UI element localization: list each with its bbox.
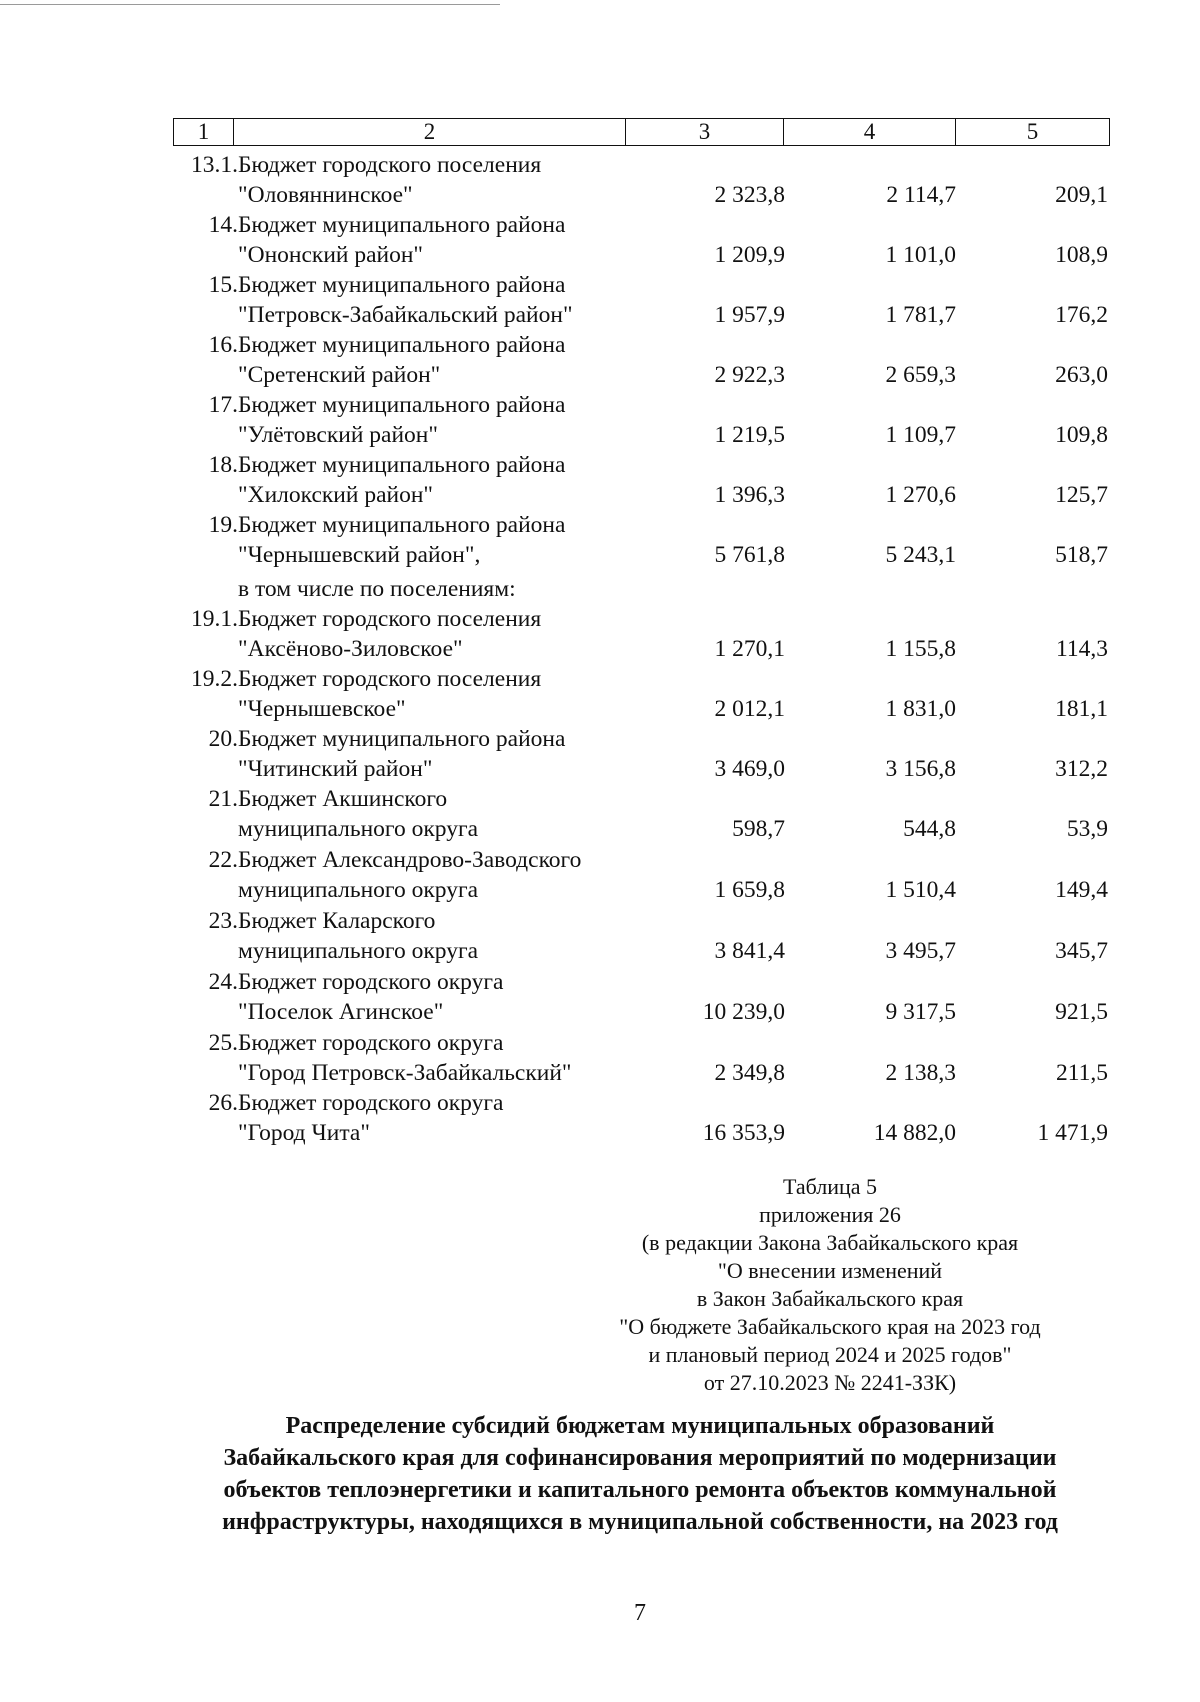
row-value-col3: 2 012,1 bbox=[714, 696, 785, 722]
row-number: 25. bbox=[208, 1030, 238, 1056]
row-name-line1: Бюджет муниципального района bbox=[238, 392, 566, 418]
row-value-col4: 14 882,0 bbox=[873, 1120, 956, 1146]
row-value-col4: 1 155,8 bbox=[885, 636, 956, 662]
row-name-line1: Бюджет муниципального района bbox=[238, 452, 566, 478]
section-title bbox=[150, 1410, 1130, 1538]
row-name-line1: Бюджет муниципального района bbox=[238, 512, 566, 538]
title-line: Распределение субсидий бюджетам муниципальных образований bbox=[285, 1413, 995, 1439]
row-number: 19. bbox=[208, 512, 238, 538]
header-col-5: 5 bbox=[956, 119, 1110, 146]
table-reference-note bbox=[560, 1173, 1100, 1397]
row-number: 21. bbox=[208, 786, 238, 812]
row-value-col4: 1 109,7 bbox=[885, 422, 956, 448]
row-number: 19.1. bbox=[191, 606, 238, 632]
row-value-col3: 1 659,8 bbox=[714, 877, 785, 903]
row-name-line2: муниципального округа bbox=[238, 877, 479, 903]
title-line: объектов теплоэнергетики и капитального ремонта объектов коммунальной bbox=[223, 1477, 1057, 1503]
row-name-line1: Бюджет городского округа bbox=[238, 969, 504, 995]
row-name-line2: муниципального округа bbox=[238, 938, 479, 964]
row-value-col5: 53,9 bbox=[1066, 816, 1108, 842]
row-value-col3: 3 469,0 bbox=[714, 756, 785, 782]
page-number: 7 bbox=[634, 1600, 646, 1626]
row-number: 14. bbox=[208, 212, 238, 238]
row-value-col5: 209,1 bbox=[1055, 182, 1108, 208]
header-row bbox=[174, 119, 1110, 146]
row-name-line2: "Читинский район" bbox=[238, 756, 433, 782]
title-line: инфраструктуры, находящихся в муниципальной собственности, на 2023 год bbox=[222, 1509, 1058, 1535]
row-value-col3: 16 353,9 bbox=[702, 1120, 785, 1146]
row-value-col4: 1 270,6 bbox=[885, 482, 956, 508]
row-value-col5: 108,9 bbox=[1055, 242, 1108, 268]
row-name-line2: "Аксёново-Зиловское" bbox=[238, 636, 463, 662]
row-value-col3: 598,7 bbox=[732, 816, 785, 842]
row-value-col4: 1 781,7 bbox=[885, 302, 956, 328]
note-line: и плановый период 2024 и 2025 годов" bbox=[648, 1342, 1012, 1367]
row-name-line2: "Чернышевское" bbox=[238, 696, 406, 722]
row-value-col3: 1 209,9 bbox=[714, 242, 785, 268]
row-value-col5: 176,2 bbox=[1055, 302, 1108, 328]
row-value-col4: 2 138,3 bbox=[885, 1060, 956, 1086]
row-value-col3: 3 841,4 bbox=[714, 938, 785, 964]
note-line: приложения 26 bbox=[759, 1202, 901, 1227]
header-col-2: 2 bbox=[234, 119, 626, 146]
row-number: 19.2. bbox=[191, 666, 238, 692]
row-name-line1: Бюджет муниципального района bbox=[238, 332, 566, 358]
row-name-line1: Бюджет городского поселения bbox=[238, 666, 542, 692]
row-value-col5: 921,5 bbox=[1055, 999, 1108, 1025]
row-value-col4: 544,8 bbox=[903, 816, 956, 842]
row-number: 23. bbox=[208, 908, 238, 934]
row-name-line2: "Петровск-Забайкальский район" bbox=[238, 302, 573, 328]
row-value-col5: 263,0 bbox=[1055, 362, 1108, 388]
row-number: 24. bbox=[208, 969, 238, 995]
row-value-col5: 345,7 bbox=[1055, 938, 1108, 964]
row-name-line2: "Улётовский район" bbox=[238, 422, 438, 448]
row-value-col4: 1 101,0 bbox=[885, 242, 956, 268]
note-line: (в редакции Закона Забайкальского края bbox=[641, 1230, 1019, 1255]
row-value-col5: 125,7 bbox=[1055, 482, 1108, 508]
row-number: 18. bbox=[208, 452, 238, 478]
row-value-col4: 3 156,8 bbox=[885, 756, 956, 782]
row-value-col5: 312,2 bbox=[1055, 756, 1108, 782]
row-name-line2: "Чернышевский район", bbox=[238, 542, 481, 568]
row-name-line2: "Город Чита" bbox=[238, 1120, 370, 1146]
row-name-line1: Бюджет муниципального района bbox=[238, 726, 566, 752]
header-col-4: 4 bbox=[784, 119, 956, 146]
row-name-line1: в том числе по поселениям: bbox=[238, 576, 516, 602]
row-value-col4: 9 317,5 bbox=[885, 999, 956, 1025]
row-name-line2: "Оловяннинское" bbox=[238, 182, 413, 208]
row-value-col5: 114,3 bbox=[1055, 636, 1108, 662]
row-name-line1: Бюджет Каларского bbox=[238, 908, 436, 934]
row-name-line1: Бюджет муниципального района bbox=[238, 272, 566, 298]
row-value-col3: 10 239,0 bbox=[702, 999, 785, 1025]
row-value-col3: 2 349,8 bbox=[714, 1060, 785, 1086]
title-line: Забайкальского края для софинансирования мероприятий по модернизации bbox=[223, 1445, 1057, 1471]
row-value-col3: 1 219,5 bbox=[714, 422, 785, 448]
row-number: 22. bbox=[208, 847, 238, 873]
row-value-col5: 109,8 bbox=[1055, 422, 1108, 448]
top-rule bbox=[0, 4, 500, 5]
row-name-line1: Бюджет Александрово-Заводского bbox=[238, 847, 582, 873]
row-name-line2: "Ононский район" bbox=[238, 242, 424, 268]
row-value-col3: 2 323,8 bbox=[714, 182, 785, 208]
note-line: "О бюджете Забайкальского края на 2023 год bbox=[619, 1314, 1041, 1339]
row-name-line1: Бюджет муниципального района bbox=[238, 212, 566, 238]
row-value-col5: 518,7 bbox=[1055, 542, 1108, 568]
row-value-col5: 181,1 bbox=[1055, 696, 1108, 722]
row-value-col3: 1 957,9 bbox=[714, 302, 785, 328]
row-value-col4: 3 495,7 bbox=[885, 938, 956, 964]
row-number: 17. bbox=[208, 392, 238, 418]
row-value-col5: 149,4 bbox=[1055, 877, 1108, 903]
note-line: Таблица 5 bbox=[782, 1174, 878, 1199]
row-name-line1: Бюджет городского округа bbox=[238, 1090, 504, 1116]
row-number: 13.1. bbox=[191, 152, 238, 178]
row-value-col3: 1 270,1 bbox=[714, 636, 785, 662]
header-col-3: 3 bbox=[626, 119, 784, 146]
note-line: в Закон Забайкальского края bbox=[696, 1286, 964, 1311]
row-value-col3: 2 922,3 bbox=[714, 362, 785, 388]
row-value-col5: 1 471,9 bbox=[1037, 1120, 1108, 1146]
column-number-header bbox=[173, 118, 1110, 146]
row-name-line1: Бюджет городского поселения bbox=[238, 606, 542, 632]
row-name-line2: "Хилокский район" bbox=[238, 482, 433, 508]
row-value-col4: 1 510,4 bbox=[885, 877, 956, 903]
header-col-1: 1 bbox=[174, 119, 234, 146]
note-line: от 27.10.2023 № 2241-ЗЗК) bbox=[703, 1370, 957, 1395]
row-name-line1: Бюджет городского округа bbox=[238, 1030, 504, 1056]
row-name-line2: муниципального округа bbox=[238, 816, 479, 842]
row-number: 16. bbox=[208, 332, 238, 358]
row-name-line2: "Поселок Агинское" bbox=[238, 999, 444, 1025]
row-value-col4: 5 243,1 bbox=[885, 542, 956, 568]
row-name-line2: "Город Петровск-Забайкальский" bbox=[238, 1060, 572, 1086]
row-value-col4: 1 831,0 bbox=[885, 696, 956, 722]
row-value-col3: 1 396,3 bbox=[714, 482, 785, 508]
row-name-line1: Бюджет Акшинского bbox=[238, 786, 448, 812]
row-number: 26. bbox=[208, 1090, 238, 1116]
row-value-col4: 2 659,3 bbox=[885, 362, 956, 388]
row-value-col4: 2 114,7 bbox=[886, 182, 956, 208]
row-number: 20. bbox=[208, 726, 238, 752]
row-name-line2: "Сретенский район" bbox=[238, 362, 441, 388]
row-value-col3: 5 761,8 bbox=[714, 542, 785, 568]
row-value-col5: 211,5 bbox=[1055, 1060, 1108, 1086]
row-number: 15. bbox=[208, 272, 238, 298]
note-line: "О внесении изменений bbox=[717, 1258, 943, 1283]
row-name-line1: Бюджет городского поселения bbox=[238, 152, 542, 178]
